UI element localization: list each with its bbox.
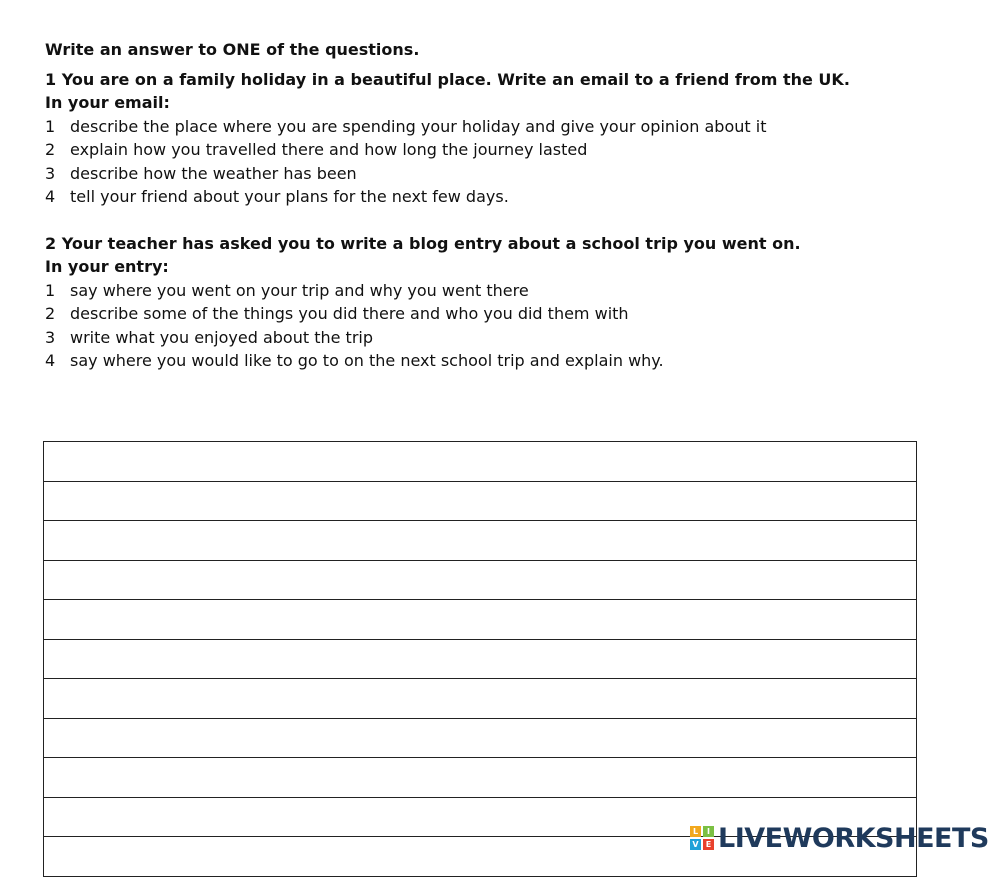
answer-line[interactable] xyxy=(43,758,917,798)
question-1-prompt: 1 You are on a family holiday in a beautiful place. Write an email to a friend from the UK. xyxy=(45,69,850,89)
answer-line[interactable] xyxy=(43,719,917,759)
answer-line[interactable] xyxy=(43,561,917,601)
item-number: 1 xyxy=(45,280,56,300)
question-2-lead: In your entry: xyxy=(45,257,169,276)
answer-line[interactable] xyxy=(43,600,917,640)
question-1-list xyxy=(45,115,945,209)
list-item xyxy=(45,326,945,350)
answer-line[interactable] xyxy=(43,442,917,482)
answer-line[interactable] xyxy=(43,521,917,561)
item-number: 1 xyxy=(45,116,56,136)
item-number: 2 xyxy=(45,304,56,323)
logo-tile: L xyxy=(690,826,701,837)
list-item xyxy=(45,302,945,326)
liveworksheets-logo-icon xyxy=(690,826,714,850)
answer-writing-area[interactable] xyxy=(43,441,917,877)
logo-wordmark: LIVEWORKSHEETS xyxy=(718,822,989,854)
instruction: Write an answer to ONE of the questions. xyxy=(45,40,420,59)
item-number: 2 xyxy=(45,140,56,159)
item-text: describe how the weather has been xyxy=(70,163,357,183)
item-text: say where you went on your trip and why you went there xyxy=(70,280,529,300)
list-item xyxy=(45,279,945,303)
item-text: describe some of the things you did there and who you did them with xyxy=(70,304,629,323)
item-number: 4 xyxy=(45,187,56,206)
answer-line[interactable] xyxy=(43,640,917,680)
worksheet-content xyxy=(45,38,945,373)
item-text: write what you enjoyed about the trip xyxy=(70,327,374,347)
liveworksheets-logo xyxy=(690,820,989,856)
list-item xyxy=(45,138,945,162)
item-text: say where you would like to go to on the next school trip and explain why. xyxy=(70,351,664,370)
question-2-list xyxy=(45,279,945,373)
list-item xyxy=(45,162,945,186)
item-text: explain how you travelled there and how long the journey lasted xyxy=(70,140,588,159)
answer-line[interactable] xyxy=(43,679,917,719)
item-text: describe the place where you are spending your holiday and give your opinion about it xyxy=(70,116,767,136)
list-item xyxy=(45,115,945,139)
answer-line[interactable] xyxy=(43,482,917,522)
logo-tile: I xyxy=(703,826,714,837)
question-1-lead: In your email: xyxy=(45,93,170,112)
item-number: 3 xyxy=(45,327,56,347)
question-2-prompt: 2 Your teacher has asked you to write a blog entry about a school trip you went on. xyxy=(45,233,801,253)
item-number: 3 xyxy=(45,163,56,183)
list-item xyxy=(45,185,945,209)
logo-tile: E xyxy=(703,839,714,850)
item-number: 4 xyxy=(45,351,56,370)
item-text: tell your friend about your plans for the next few days. xyxy=(70,187,509,206)
logo-tile: V xyxy=(690,839,701,850)
list-item xyxy=(45,349,945,373)
